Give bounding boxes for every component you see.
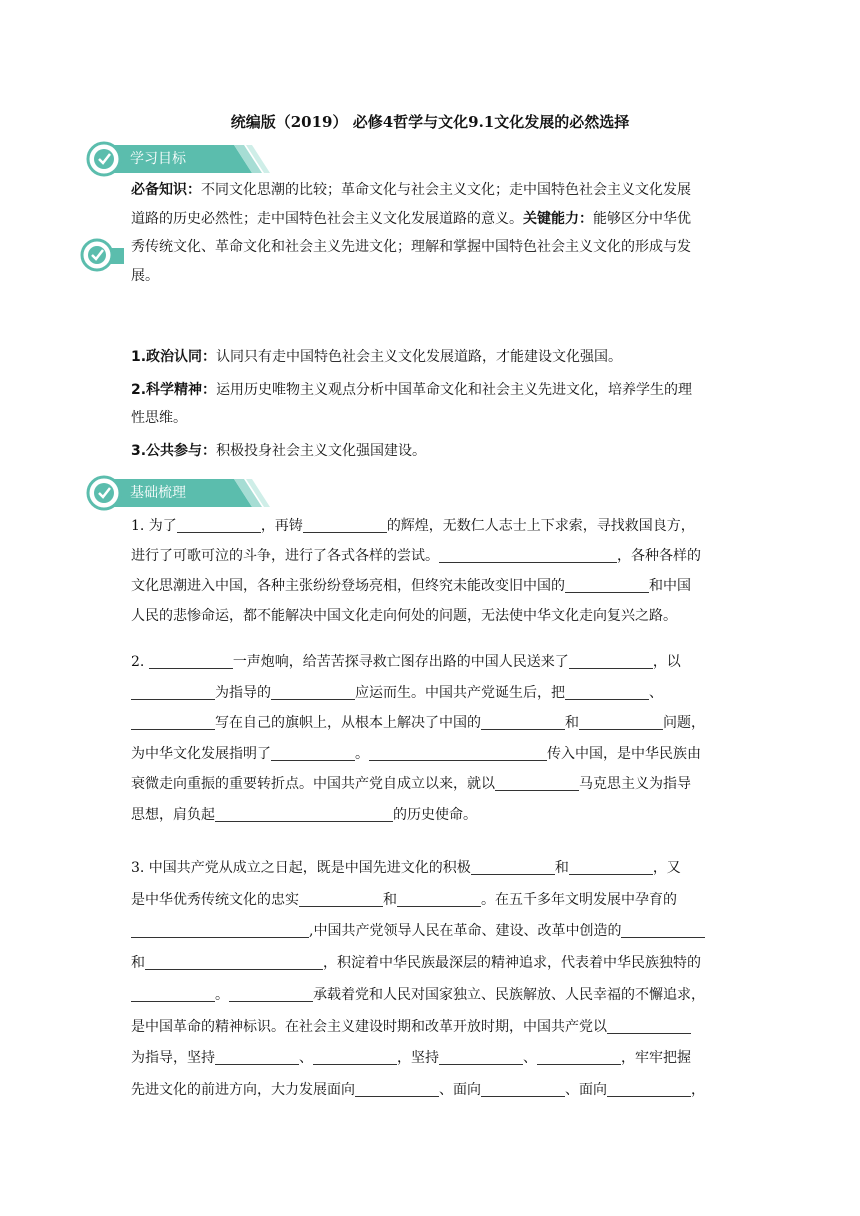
text-segment: 和中国	[649, 578, 691, 594]
label-s2: 2.科学精神：	[131, 381, 217, 398]
text-line	[131, 916, 731, 948]
fill-blank[interactable]	[607, 1080, 691, 1097]
fill-blank[interactable]	[537, 1048, 621, 1065]
fill-blank[interactable]	[149, 652, 233, 669]
text-line: 运用历史唯物主义观点分析中国革命文化和社会主义先进文化，培养学生的理	[216, 381, 693, 398]
text-segment: 3. 中国共产党从成立之日起，既是中国先进文化的积极	[131, 860, 471, 876]
text-segment: 人民的悲惨命运，都不能解决中国文化走向何处的问题，无法使中华文化走向复兴之路。	[131, 608, 677, 624]
text-segment: 、	[649, 684, 663, 701]
fill-blank[interactable]	[131, 713, 215, 730]
fill-blank[interactable]	[397, 890, 481, 907]
text-segment: 传入中国，是中华民族由	[547, 745, 701, 762]
fill-blank[interactable]	[299, 890, 383, 907]
text-segment: 写在自己的旗帜上，从根本上解决了中国的	[215, 715, 481, 731]
question-3	[131, 853, 731, 1107]
text-line: 展。	[131, 267, 159, 284]
text-line: 秀传统文化、革命文化和社会主义先进文化；理解和掌握中国特色社会主义文化的形成与发	[131, 239, 691, 255]
text-line: 能够区分中华优	[593, 210, 691, 227]
text-line: 道路的历史必然性；走中国特色社会主义文化发展道路的意义。	[131, 210, 523, 227]
text-line	[131, 1012, 731, 1044]
question-2	[131, 647, 731, 830]
text-segment: ，以	[652, 654, 681, 670]
fill-blank[interactable]	[131, 683, 215, 700]
label-guanjian: 关键能力：	[523, 210, 593, 227]
fill-blank[interactable]	[177, 516, 261, 533]
text-line	[131, 1075, 731, 1107]
fill-blank[interactable]	[569, 858, 653, 875]
text-segment: 的历史使命。	[393, 806, 477, 823]
text-line: 积极投身社会主义文化强国建设。	[216, 442, 427, 459]
text-line	[131, 376, 731, 405]
text-segment: 马克思主义为指导	[579, 776, 691, 792]
text-segment: 衰微走向重振的重要转折点。中国共产党自成立以来，就以	[131, 776, 495, 792]
label-s1: 1.政治认同：	[131, 349, 217, 365]
text-segment: 应运而生。中国共产党诞生后，把	[355, 684, 565, 701]
label-s3: 3.公共参与：	[131, 442, 217, 459]
fill-blank[interactable]	[313, 1048, 397, 1065]
text-segment: ，	[691, 1081, 705, 1098]
fill-blank[interactable]	[303, 516, 387, 533]
fill-blank[interactable]	[215, 1048, 299, 1065]
fill-blank[interactable]	[271, 744, 355, 761]
text-line	[131, 205, 731, 234]
text-segment: 是中华优秀传统文化的忠实	[131, 891, 299, 908]
fill-blank[interactable]	[481, 713, 565, 730]
text-segment: 和	[565, 715, 579, 731]
text-segment: 、面向	[439, 1081, 481, 1098]
text-segment: 和	[383, 891, 397, 908]
banner-label: 学习目标	[130, 151, 186, 167]
fill-blank[interactable]	[369, 744, 547, 761]
text-line	[131, 708, 731, 739]
text-line	[131, 853, 731, 885]
text-segment: 和	[554, 860, 569, 876]
fill-blank[interactable]	[131, 921, 309, 938]
text-segment: ，坚持	[397, 1050, 439, 1067]
literacy-paragraph	[131, 343, 731, 465]
label-bizhi: 必备知识：	[131, 182, 201, 198]
text-segment: 承载着党和人民对国家独立、民族解放、人民幸福的不懈追求，	[313, 986, 705, 1003]
text-segment: 为中华文化发展指明了	[131, 745, 271, 762]
text-segment: ，积淀着中华民族最深层的精神追求，代表着中华民族独特的	[323, 955, 701, 972]
text-line	[131, 647, 731, 678]
text-segment: 先进文化的前进方向，大力发展面向	[131, 1081, 355, 1098]
text-line	[131, 176, 731, 205]
text-line	[131, 800, 731, 831]
fill-blank[interactable]	[215, 805, 393, 822]
fill-blank[interactable]	[471, 858, 555, 875]
fill-blank[interactable]	[481, 1080, 565, 1097]
text-segment: 和	[131, 955, 145, 972]
text-segment: 1. 为了	[131, 518, 177, 534]
fill-blank[interactable]	[439, 546, 617, 563]
fill-blank[interactable]	[621, 921, 705, 938]
text-line	[131, 511, 731, 541]
text-line	[131, 1043, 731, 1075]
text-line	[131, 948, 731, 980]
document-title: 统编版（2019） 必修4哲学与文化9.1文化发展的必然选择	[230, 113, 630, 131]
text-segment: 问题，	[663, 715, 705, 731]
text-line	[131, 980, 731, 1012]
text-line: 认同只有走中国特色社会主义文化发展道路，才能建设文化强国。	[216, 349, 623, 365]
fill-blank[interactable]	[271, 683, 355, 700]
goals-paragraph	[131, 176, 731, 290]
text-segment: 。	[355, 745, 369, 762]
banner-label: 基础梳理	[130, 485, 186, 501]
fill-blank[interactable]	[355, 1080, 439, 1097]
text-segment: 文化思潮进入中国，各种主张纷纷登场亮相，但终究未能改变旧中国的	[131, 578, 565, 594]
fill-blank[interactable]	[495, 774, 579, 791]
text-line	[131, 343, 731, 372]
text-line	[131, 769, 731, 800]
fill-blank[interactable]	[145, 953, 323, 970]
question-1	[131, 511, 731, 631]
text-line: 性思维。	[131, 410, 187, 426]
fill-blank[interactable]	[565, 576, 649, 593]
text-segment: 、	[523, 1050, 537, 1067]
text-segment: 、	[299, 1050, 313, 1067]
text-line: 不同文化思潮的比较；革命文化与社会主义文化；走中国特色社会主义文化发展	[201, 182, 691, 198]
section-banner-basics	[84, 473, 274, 513]
fill-blank[interactable]	[131, 985, 215, 1002]
text-line	[131, 678, 731, 709]
text-line	[131, 541, 731, 571]
text-segment: 。	[215, 986, 229, 1003]
text-segment: 为指导，坚持	[131, 1050, 215, 1067]
decorative-badge-icon	[80, 238, 124, 272]
text-segment: 。在五千多年文明发展中孕育的	[481, 891, 677, 908]
fill-blank[interactable]	[229, 985, 313, 1002]
fill-blank[interactable]	[439, 1048, 523, 1065]
text-segment: 为指导的	[215, 684, 271, 701]
fill-blank[interactable]	[607, 1017, 691, 1034]
text-segment: ，牢牢把握	[621, 1050, 691, 1067]
text-segment: 、面向	[565, 1081, 607, 1098]
section-banner-goals	[84, 139, 274, 179]
text-segment: 一声炮响，给苦苦探寻救亡图存出路的中国人民送来了	[232, 654, 569, 670]
fill-blank[interactable]	[569, 652, 653, 669]
text-segment: 的辉煌，无数仁人志士上下求索，寻找救国良方，	[386, 518, 695, 534]
text-segment: 思想，肩负起	[131, 806, 215, 823]
text-line	[131, 739, 731, 770]
text-line	[131, 571, 731, 601]
text-segment: ，各种各样的	[617, 548, 701, 564]
text-line	[131, 885, 731, 917]
fill-blank[interactable]	[565, 683, 649, 700]
text-segment: 2.	[131, 654, 149, 670]
text-segment: 进行了可歌可泣的斗争，进行了各式各样的尝试。	[131, 548, 439, 564]
fill-blank[interactable]	[579, 713, 663, 730]
text-segment: 是中国革命的精神标识。在社会主义建设时期和改革开放时期，中国共产党以	[131, 1018, 607, 1035]
text-segment: ,中国共产党领导人民在革命、建设、改革中创造的	[309, 923, 622, 940]
text-line	[131, 437, 731, 466]
text-segment: ，又	[652, 860, 681, 876]
text-segment: ，再铸	[260, 518, 303, 534]
